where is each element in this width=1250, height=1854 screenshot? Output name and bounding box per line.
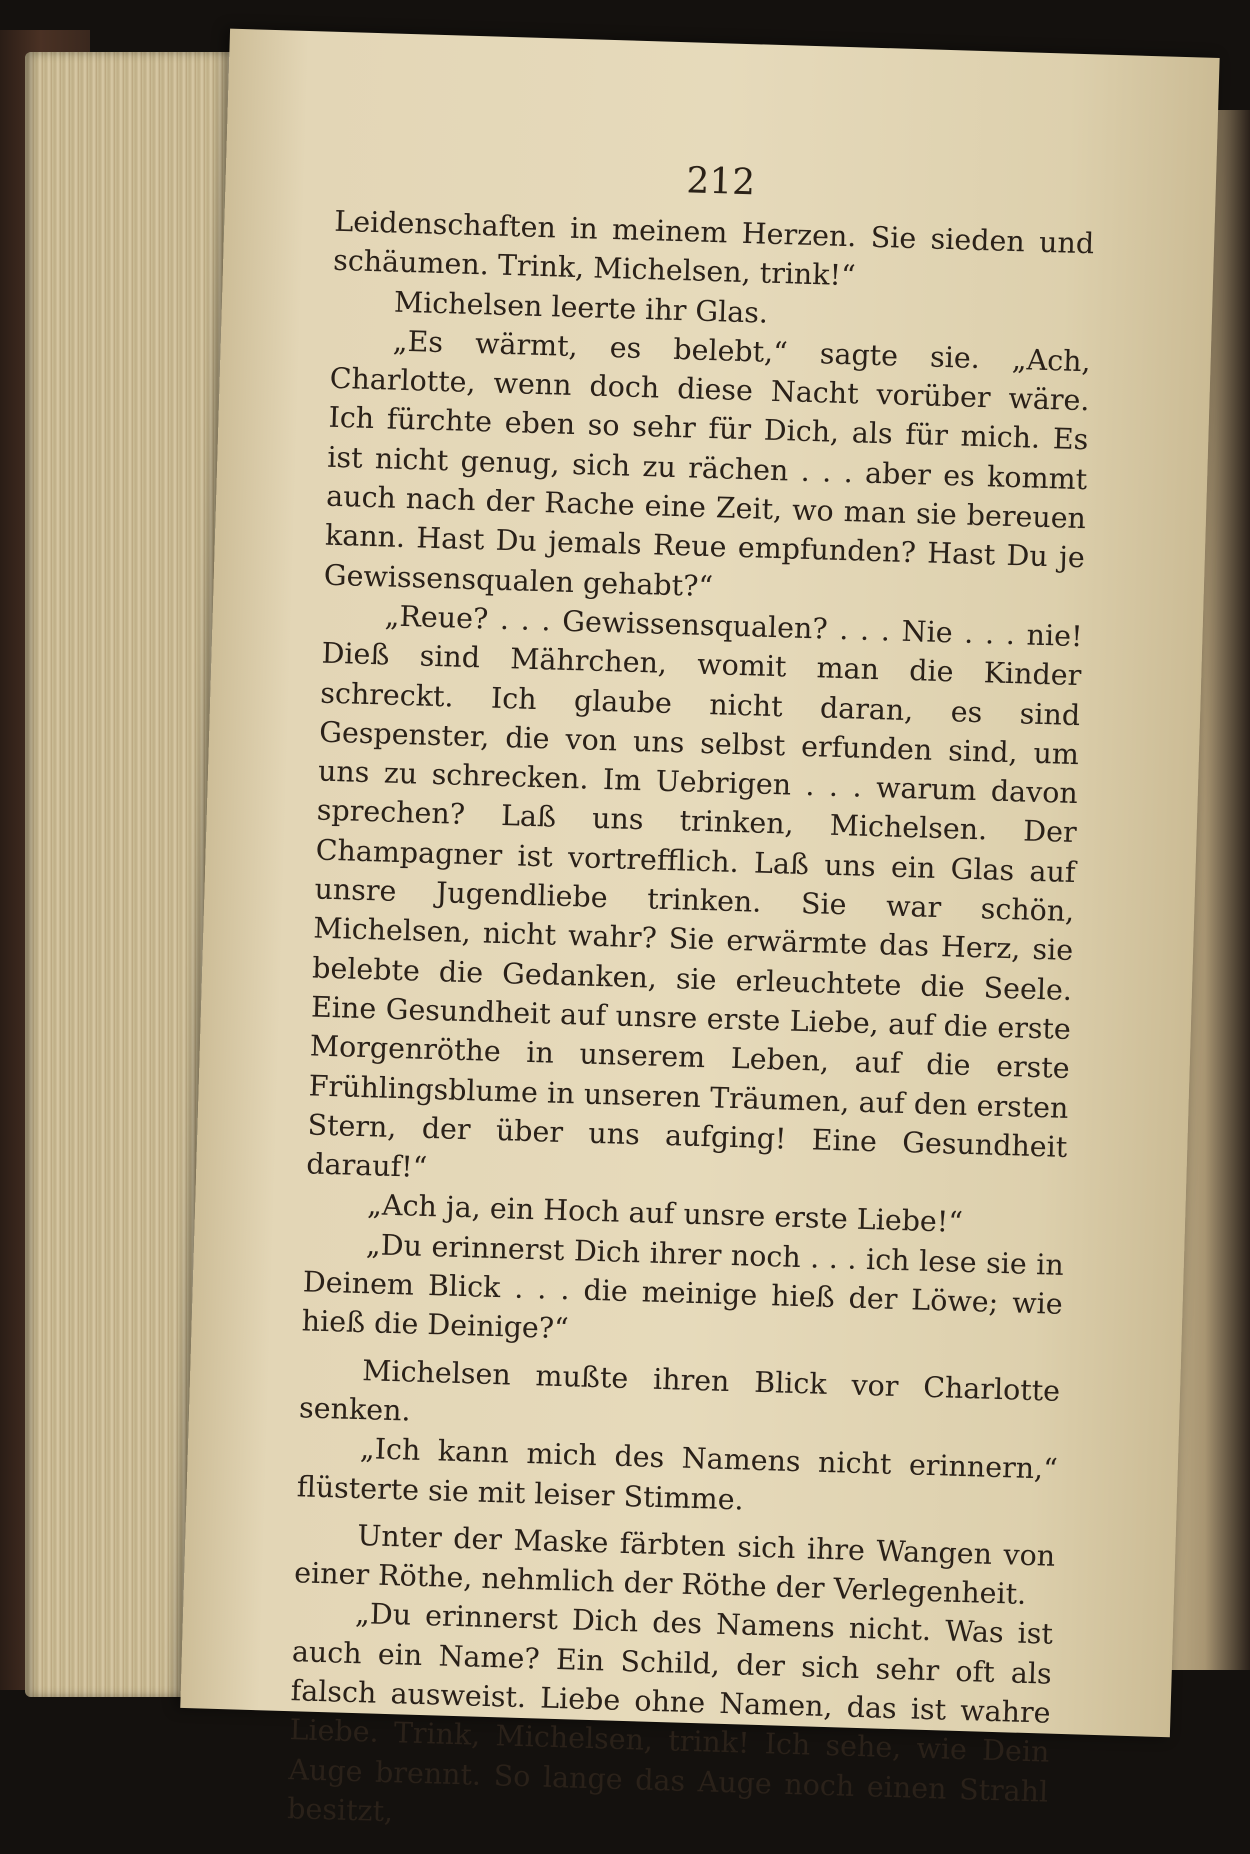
paragraph: Leidenschaften in meinem Herzen. Sie sieden und schäumen. Trink, Michelsen, trink!“ (332, 204, 1095, 293)
paragraph: „Du erinnerst Dich ihrer noch . . . ich lese sie in Deinem Blick . . . die meinige hieß der Löwe; wie hieß die Deinige?“ (301, 1227, 1065, 1346)
book-page (180, 29, 1219, 1829)
page-text (287, 202, 1095, 1851)
paragraph: „Du erinnerst Dich des Namens nicht. Was ist auch ein Name? Ein Schild, der sich sehr oft als falsch ausweist. Liebe ohne Namen, das ist wahre Liebe. Trink, Michelsen, trink! Ich sehe, wie Dein Auge brennt. So lange das Auge noch einen Strahl besitzt, (286, 1597, 1054, 1829)
paragraph: Michelsen mußte ihren Blick vor Charlotte senken. (298, 1353, 1061, 1428)
paragraph: Michelsen leerte ihr Glas. (393, 285, 769, 330)
paragraph: „Ach ja, ein Hoch auf unsre erste Liebe!“ (366, 1188, 964, 1240)
page-number: 212 (685, 160, 756, 204)
paragraph: „Es wärmt, es belebt,“ sagte sie. „Ach, Charlotte, wenn doch diese Nacht vorüber wäre. Ich fürchte eben so sehr für Dich, als für mich. Es ist nicht genug, sich zu rächen . . . aber es kommt auch nach der Rache eine Zeit, wo man sie bereuen kann. Hast Du jemals Reue empfunden? Hast Du je Gewissensqualen gehabt?“ (323, 324, 1092, 603)
paragraph: Unter der Maske färbten sich ihre Wangen von einer Röthe, nehmlich der Röthe der Verlegenheit. (293, 1518, 1056, 1612)
paragraph: „Reue? . . . Gewissensqualen? . . . Nie . . . nie! Dieß sind Mährchen, womit man die Kinder schreckt. Ich glaube nicht daran, es sind Gespenster, die von uns selbst erfunden sind, um uns zu schrecken. Im Uebrigen . . . warum davon sprechen? Laß uns trinken, Michelsen. Der Champagner ist vortrefflich. Laß uns ein Glas auf unsre Jugendliebe trinken. Sie war schön, Michelsen, nicht wahr? Sie erwärmte das Herz, sie belebte die Gedanken, sie erleuchtete die Seele. Eine Gesundheit auf unsre erste Liebe, auf die erste Morgenröthe in unserem Leben, auf die erste Frühlingsblume in unseren Träumen, auf den ersten Stern, der über uns aufging! Eine Gesundheit darauf!“ (305, 599, 1083, 1185)
paragraph: „Ich kann mich des Namens nicht erinnern,“ flüsterte sie mit leiser Stimme. (296, 1432, 1059, 1516)
